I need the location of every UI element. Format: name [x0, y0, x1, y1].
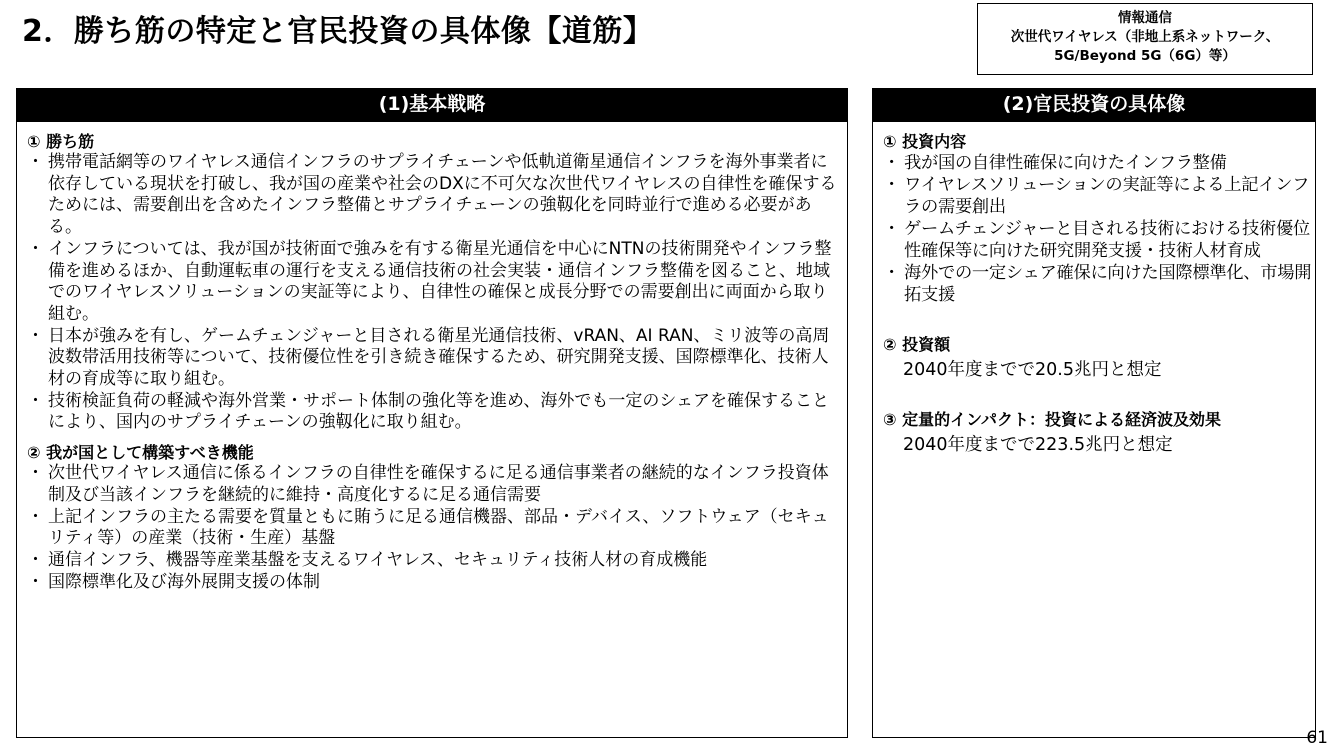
list-item: ・ 国際標準化及び海外展開支援の体制: [27, 572, 841, 594]
investment-amount-heading: ② 投資額: [883, 335, 951, 354]
category-tag-line3: 5G/Beyond 5G（6G）等）: [1054, 48, 1236, 64]
list-item: ・ ゲームチェンジャーと目される技術における技術優位性確保等に向けた研究開発支援・技術人材育成: [883, 218, 1315, 262]
required-functions-heading: ② 我が国として構築すべき機能: [27, 443, 254, 463]
list-item: ・ 携帯電話網等のワイヤレス通信インフラのサプライチェーンや低軌道衛星通信インフラを海外事業者に依存している現状を打破し、我が国の産業や社会のDXに不可欠な次世代ワイヤレスの自律性を確保するためには、需要創出を含めたインフラ整備とサプライチェーンの強靱化を同時並行で進める必要がある。: [27, 152, 841, 239]
list-item: ・ 海外での一定シェア確保に向けた国際標準化、市場開拓支援: [883, 262, 1315, 306]
page-number: 61: [1306, 728, 1328, 748]
list-item: ・ 上記インフラの主たる需要を質量ともに賄うに足る通信機器、部品・デバイス、ソフトウェア（セキュリティ等）の産業（技術・生産）基盤: [27, 507, 841, 550]
investment-heading: (2)官民投資の具体像: [873, 89, 1315, 122]
required-functions-list: [27, 463, 841, 593]
list-item: ・ ワイヤレスソリューションの実証等による上記インフラの需要創出: [883, 174, 1315, 218]
category-tag-box: [977, 3, 1313, 75]
winning-path-list: [27, 152, 841, 434]
category-tag-line1: 情報通信: [1118, 10, 1172, 26]
category-tag-line2: 次世代ワイヤレス（非地上系ネットワーク、: [1010, 29, 1280, 45]
investment-amount-value: 2040年度までで20.5兆円と想定: [903, 360, 1162, 380]
page-title: 2．勝ち筋の特定と官民投資の具体像【道筋】: [22, 14, 654, 49]
list-item: ・ インフラについては、我が国が技術面で強みを有する衛星光通信を中心にNTNの技術開発やインフラ整備を進めるほか、自動運転車の運行を支える通信技術の社会実装・通信インフラ整備を図ること、地域でのワイヤレスソリューションの実証等により、自律性の確保と成長分野での需要創出に両面から取り組む。: [27, 239, 841, 326]
investment-content-heading: ① 投資内容: [883, 132, 967, 151]
basic-strategy-panel: [16, 88, 848, 738]
list-item: ・ 次世代ワイヤレス通信に係るインフラの自律性を確保するに足る通信事業者の継続的なインフラ投資体制及び当該インフラを継続的に維持・高度化するに足る通信需要: [27, 463, 841, 506]
investment-panel: [872, 88, 1316, 738]
list-item: ・ 我が国の自律性確保に向けたインフラ整備: [883, 152, 1315, 174]
investment-body: [873, 122, 1315, 456]
basic-strategy-body: [17, 122, 847, 593]
list-item: ・ 日本が強みを有し、ゲームチェンジャーと目される衛星光通信技術、vRAN、AI RAN、ミリ波等の高周波数帯活用技術等について、技術優位性を引き続き確保するため、研究開発支援、国際標準化、技術人材の育成等に取り組む。: [27, 326, 841, 391]
list-item: ・ 技術検証負荷の軽減や海外営業・サポート体制の強化等を進め、海外でも一定のシェアを確保することにより、国内のサプライチェーンの強靱化に取り組む。: [27, 391, 841, 434]
economic-impact-value: 2040年度までで223.5兆円と想定: [903, 435, 1173, 455]
basic-strategy-heading: (1)基本戦略: [17, 89, 847, 122]
list-item: ・ 通信インフラ、機器等産業基盤を支えるワイヤレス、セキュリティ技術人材の育成機能: [27, 550, 841, 572]
economic-impact-heading: ③ 定量的インパクト：投資による経済波及効果: [883, 410, 1221, 429]
winning-path-heading: ① 勝ち筋: [27, 132, 95, 151]
investment-content-list: [883, 152, 1315, 306]
